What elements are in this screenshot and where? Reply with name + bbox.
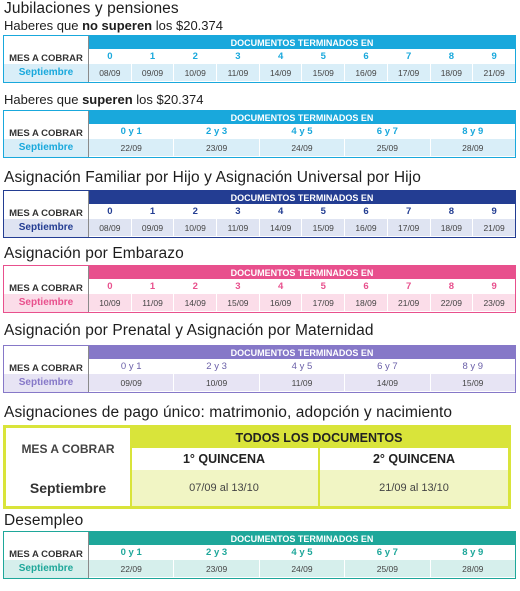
payment-date: 09/09 (131, 64, 174, 82)
mes-a-cobrar-label: MES A COBRAR (4, 191, 89, 237)
document-digit: 7 (387, 205, 430, 219)
month-label: Septiembre (29, 480, 107, 496)
month-label: Septiembre (4, 139, 88, 157)
section-title-auh: Asignación Familiar por Hijo y Asignación Universal por Hijo (4, 169, 421, 186)
payment-date: 09/09 (89, 374, 174, 392)
document-digit: 3 (217, 205, 260, 219)
document-digit: 8 y 9 (430, 125, 515, 139)
document-digit: 8 (430, 205, 473, 219)
document-digit: 4 y 5 (259, 125, 344, 139)
payment-date: 25/09 (345, 560, 430, 578)
document-digit: 8 y 9 (430, 546, 515, 560)
quincena-2-dates: 21/09 al 13/10 (320, 470, 508, 506)
document-digit: 3 (217, 50, 260, 64)
mes-a-cobrar-label: MES A COBRAR (4, 346, 89, 392)
payment-date: 21/09 (387, 294, 430, 312)
payment-date: 22/09 (89, 139, 174, 157)
document-digit: 3 (217, 280, 260, 294)
document-digit: 0 y 1 (89, 125, 174, 139)
docs-header: DOCUMENTOS TERMINADOS EN (89, 111, 516, 125)
payment-date: 24/09 (259, 139, 344, 157)
payment-date: 16/09 (259, 294, 302, 312)
subtitle-prefix: Haberes que (4, 18, 83, 33)
pago-unico-table (3, 425, 511, 509)
payment-date: 18/09 (430, 64, 473, 82)
payment-date: 15/09 (217, 294, 260, 312)
document-digit: 8 y 9 (430, 360, 515, 374)
month-label: Septiembre (4, 219, 88, 237)
document-digit: 8 (430, 280, 473, 294)
payment-date: 25/09 (345, 139, 430, 157)
document-digit: 6 y 7 (345, 546, 430, 560)
document-digit: 2 (174, 50, 217, 64)
document-digit: 9 (473, 50, 516, 64)
payment-date: 10/09 (174, 64, 217, 82)
payment-date: 21/09 (473, 64, 516, 82)
document-digit: 6 (345, 205, 388, 219)
document-digit: 4 (259, 280, 302, 294)
payment-date: 14/09 (259, 64, 302, 82)
payment-date: 17/09 (387, 64, 430, 82)
mes-a-cobrar-label: MES A COBRAR (4, 532, 89, 578)
document-digit: 7 (387, 280, 430, 294)
payment-date: 18/09 (430, 219, 473, 237)
document-digit: 2 y 3 (174, 125, 259, 139)
payment-date: 28/09 (430, 139, 515, 157)
subtitle-superen (4, 92, 203, 108)
payment-date: 17/09 (302, 294, 345, 312)
document-digit: 9 (473, 280, 516, 294)
mes-a-cobrar-label: MES A COBRAR (4, 36, 89, 82)
payment-date: 14/09 (259, 219, 302, 237)
document-digit: 6 y 7 (345, 125, 430, 139)
document-digit: 0 y 1 (89, 546, 174, 560)
payment-date: 14/09 (174, 294, 217, 312)
payment-date: 15/09 (430, 374, 515, 392)
document-digit: 9 (473, 205, 516, 219)
section-title-desempleo: Desempleo (4, 512, 84, 529)
payment-date: 16/09 (345, 64, 388, 82)
document-digit: 2 y 3 (174, 360, 259, 374)
document-digit: 2 (174, 280, 217, 294)
todos-documentos-header: TODOS LOS DOCUMENTOS (130, 428, 508, 448)
document-digit: 4 (259, 205, 302, 219)
docs-header: DOCUMENTOS TERMINADOS EN (89, 346, 516, 360)
docs-header: DOCUMENTOS TERMINADOS EN (89, 36, 516, 50)
document-digit: 0 y 1 (89, 360, 174, 374)
section-title-embarazo: Asignación por Embarazo (4, 245, 184, 262)
section-title-prenatal: Asignación por Prenatal y Asignación por Maternidad (4, 322, 374, 339)
payment-date: 16/09 (345, 219, 388, 237)
month-label: Septiembre (4, 64, 88, 82)
docs-header: DOCUMENTOS TERMINADOS EN (89, 191, 516, 205)
quincena-1-dates: 07/09 al 13/10 (130, 470, 320, 506)
docs-header: DOCUMENTOS TERMINADOS EN (89, 532, 516, 546)
document-digit: 1 (131, 205, 174, 219)
subtitle-suffix: los $20.374 (132, 92, 204, 107)
payment-date: 18/09 (345, 294, 388, 312)
payment-date: 15/09 (302, 219, 345, 237)
document-digit: 1 (131, 280, 174, 294)
payment-date: 24/09 (259, 560, 344, 578)
section-title-jubilaciones: Jubilaciones y pensiones (4, 0, 179, 17)
mes-a-cobrar-label: MES A COBRAR (4, 266, 89, 312)
mes-a-cobrar-label: MES A COBRAR (21, 442, 115, 456)
month-label: Septiembre (4, 294, 88, 312)
quincena-2-label: 2° QUINCENA (320, 448, 508, 470)
section-title-pago-unico: Asignaciones de pago único: matrimonio, adopción y nacimiento (4, 404, 453, 421)
payment-date: 09/09 (131, 219, 174, 237)
document-digit: 4 y 5 (259, 546, 344, 560)
document-digit: 5 (302, 50, 345, 64)
document-digit: 4 (259, 50, 302, 64)
payment-date: 10/09 (89, 294, 132, 312)
payment-date: 11/09 (217, 219, 260, 237)
document-digit: 6 (345, 50, 388, 64)
payment-date: 23/09 (174, 139, 259, 157)
payment-date: 10/09 (174, 374, 259, 392)
mes-a-cobrar-label: MES A COBRAR (4, 111, 89, 157)
month-label: Septiembre (4, 374, 88, 392)
payment-date: 22/09 (430, 294, 473, 312)
document-digit: 6 y 7 (345, 360, 430, 374)
document-digit: 1 (131, 50, 174, 64)
subtitle-bold: no superen (82, 18, 153, 33)
payment-date: 08/09 (89, 64, 132, 82)
document-digit: 5 (302, 280, 345, 294)
document-digit: 4 y 5 (259, 360, 344, 374)
payment-date: 11/09 (217, 64, 260, 82)
document-digit: 5 (302, 205, 345, 219)
document-digit: 7 (387, 50, 430, 64)
payment-date: 17/09 (387, 219, 430, 237)
payment-date: 14/09 (345, 374, 430, 392)
payment-date: 21/09 (473, 219, 516, 237)
document-digit: 8 (430, 50, 473, 64)
payment-date: 10/09 (174, 219, 217, 237)
payment-date: 08/09 (89, 219, 132, 237)
document-digit: 2 (174, 205, 217, 219)
payment-date: 11/09 (259, 374, 344, 392)
document-digit: 2 y 3 (174, 546, 259, 560)
document-digit: 6 (345, 280, 388, 294)
payment-date: 28/09 (430, 560, 515, 578)
docs-header: DOCUMENTOS TERMINADOS EN (89, 266, 516, 280)
document-digit: 0 (89, 205, 132, 219)
quincena-1-label: 1° QUINCENA (130, 448, 320, 470)
payment-date: 23/09 (473, 294, 516, 312)
subtitle-no-superen (4, 18, 223, 34)
subtitle-bold: superen (82, 92, 133, 107)
document-digit: 0 (89, 50, 132, 64)
payment-date: 22/09 (89, 560, 174, 578)
payment-date: 15/09 (302, 64, 345, 82)
divider (130, 428, 132, 506)
month-label: Septiembre (4, 560, 88, 578)
subtitle-prefix: Haberes que (4, 92, 83, 107)
document-digit: 0 (89, 280, 132, 294)
subtitle-suffix: los $20.374 (152, 18, 223, 33)
payment-date: 11/09 (131, 294, 174, 312)
payment-date: 23/09 (174, 560, 259, 578)
